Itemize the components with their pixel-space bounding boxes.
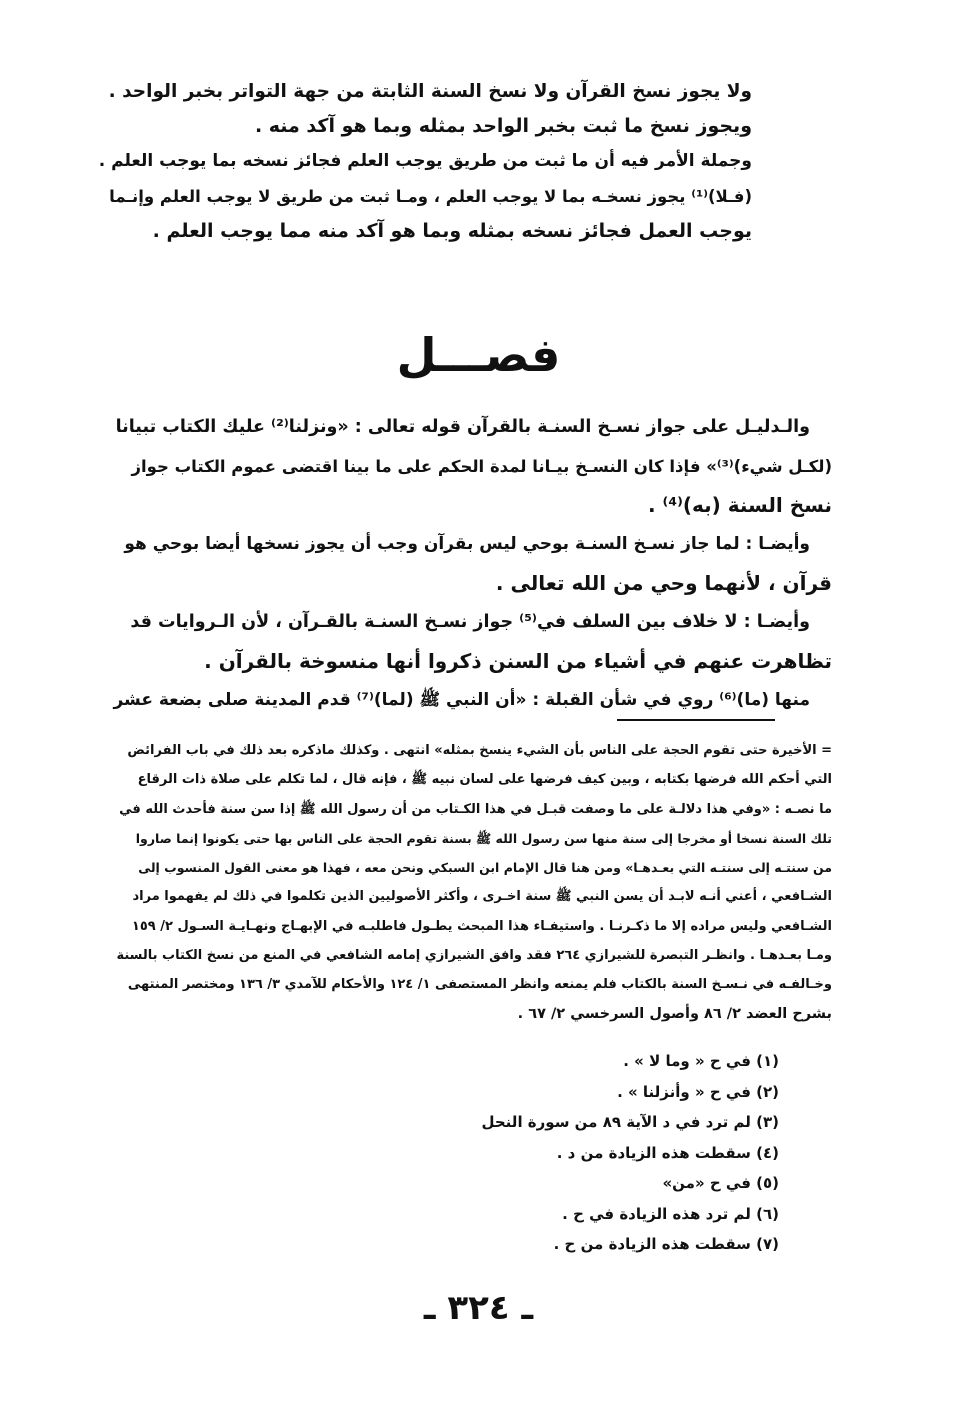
footnote-line: ومـا بعـدهـا . وانظـر التبصرة للشيرازي ٢٦٤ فقد وافق الشيرازي إمامه الشافعي في المنع من نسخ الكتاب بالسنة [116,948,832,964]
section-heading: فصـــل [396,328,561,382]
footnote-line: = الأخيرة حتى تقوم الحجة على الناس بأن الشيء ينسخ بمثله» انتهى . وكذلك ماذكره بعد ذلك في باب الفرائض [127,743,832,758]
text-line: ويجوز نسخ ما ثبت بخبر الواحد بمثله وبما هو آكد منه . [254,115,752,137]
text-line: منها (ما)⁽⁶⁾ روي في شأن القبلة : «أن النبي ﷺ (لما)⁽⁷⁾ قدم المدينة صلى بضعة عشر [113,690,810,710]
text-line: تظاهرت عنهم في أشياء من السنن ذكروا أنها منسوخة بالقرآن . [204,649,832,673]
footnote-line: بشرح العضد ٢/ ٨٦ وأصول السرخسي ٢/ ٦٧ . [517,1005,832,1022]
text-line: ولا يجوز نسخ القرآن ولا نسخ السنة الثابتة من جهة التواتر بخبر الواحد . [108,81,752,102]
text-line: وجملة الأمر فيه أن ما ثبت من طريق يوجب العلم فجائز نسخه بما يوجب العلم . [98,151,752,171]
footnote-line: الشـافعي وليس مراده إلا ما ذكـرنـا . واستيفـاء هذا المبحث يطـول فاطلبـه في الإبهـاج ونهـايـة السـول ٢/ ١٥٩ [131,918,832,934]
main-paragraphs [112,408,832,720]
text-line: (لكـل شيء)⁽³⁾» فإذا كان النسـخ بيـانا لمدة الحكم على ما بينا اقتضى عموم الكتاب جواز [131,457,832,476]
footnote-list [379,1046,779,1260]
footnote-separator [617,719,775,721]
footnote-item: (٧) سقطت هذه الزيادة من ح . [553,1235,779,1253]
footnote-item: (٣) لم ترد في د الآية ٨٩ من سورة النحل [481,1113,779,1131]
footnote-item: (٦) لم ترد هذه الزيادة في ح . [562,1204,779,1223]
text-line: نسخ السنة (به)⁽⁴⁾ . [648,493,832,517]
footnote-line: من سنتـه إلى سنتـه التي بعـدهـا» ومن هنا قال الإمام ابن السبكي ونحن معه ، فهذا هو معنى القول المنسوب إلى [138,860,832,876]
footnote-line: ما نصـه : «وفي هذا دلالـة على ما وصفت قبـل في هذا الكـتاب من أن رسول الله ﷺ إذا سن سنة فأحدث الله في [119,801,832,817]
footnote-item: (٥) في ح «من» [662,1174,779,1192]
footnote-line: الشـافعي ، أعني أنـه لابـد أن يسن النبي ﷺ سنة اخـرى ، وأكثر الأصوليين الذين تكلموا في ذلك لم يفهموا مراد [132,889,832,905]
footnote-item: (٢) في ح « وأنزلنا » . [617,1082,779,1101]
text-line: وأيضـا : لما جاز نسـخ السنـة بوحي ليس بقرآن وجب أن يجوز نسخها أيضا بوحي هو [124,534,810,554]
footnote-continuation [112,736,832,1029]
footnote-item: (١) في ح « وما لا » . [623,1052,779,1070]
top-paragraphs [92,74,752,249]
footnote-item: (٤) سقطت هذه الزيادة من د . [556,1143,779,1162]
footnote-line: التي أحكم الله فرضها بكتابه ، وبين كيف فرضها على لسان نبيه ﷺ ، فإنه قال ، لما تكلم على صلاة ذات الرقاع [137,772,832,788]
text-line: قرآن ، لأنهما وحي من الله تعالى . [495,571,832,595]
footnote-line: تلك السنة نسخا أو مخرجا إلى سنة منها سن رسول الله ﷺ بسنة تقوم الحجة على الناس بها حتى يكونوا إنما صاروا [135,830,832,846]
text-line: (فـلا)⁽¹⁾ يجوز نسخـه بما لا يوجب العلم ، ومـا ثبت من طريق لا يوجب العلم وإنـما [109,187,752,206]
text-line: وأيضـا : لا خلاف بين السلف في⁽⁵⁾ جواز نسـخ السنـة بالقـرآن ، لأن الـروايات قد [130,612,810,632]
page-number: ـ ٣٢٤ ـ [423,1288,534,1328]
text-line: والـدليـل على جواز نسـخ السنـة بالقرآن قوله تعالى : «ونزلنا⁽²⁾ عليك الكتاب تبيانا [115,417,810,437]
footnote-line: وخـالفـه في نـسـخ السنة بالكتاب فلم يمنعه وانظر المستصفى ١/ ١٢٤ والأحكام للآمدي ٣/ ١٣٦ ومختصر المنتهى [127,977,832,993]
text-line: يوجب العمل فجائز نسخه بمثله وبما هو آكد منه مما يوجب العلم . [152,220,752,242]
